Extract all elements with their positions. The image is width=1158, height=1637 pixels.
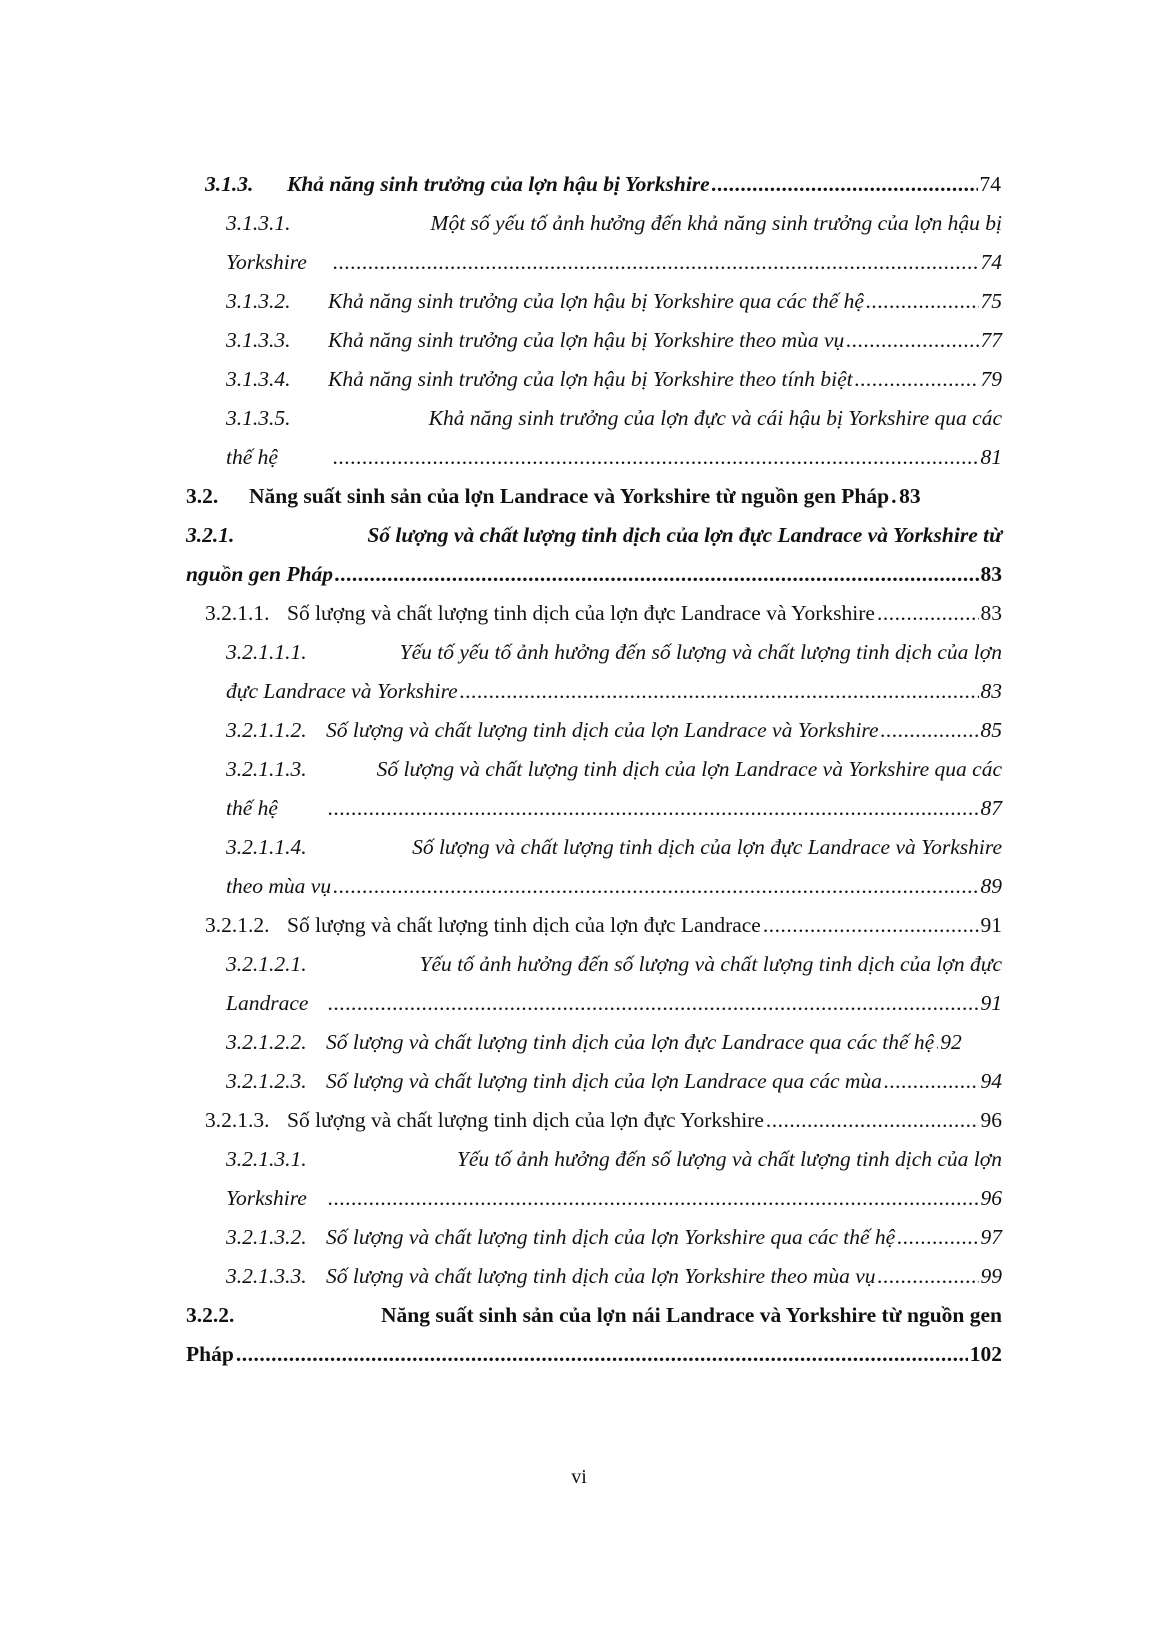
toc-entry: 3.2.1.1.2. Số lượng và chất lượng tinh dịch của lợn Landrace và Yorkshire ..... 85 — [226, 720, 1002, 742]
toc-entry-continuation: đực Landrace và Yorkshire ..... 83 — [226, 681, 1002, 703]
toc-entry: 3.1.3. Khả năng sinh trưởng của lợn hậu bị Yorkshire ..... 74 — [205, 174, 1001, 196]
toc-entry: 3.2.1.3.3. Số lượng và chất lượng tinh dịch của lợn Yorkshire theo mùa vụ ..... 99 — [226, 1266, 1002, 1288]
toc-entry: 3.2.1.2.3. Số lượng và chất lượng tinh dịch của lợn Landrace qua các mùa ..... 94 — [226, 1071, 1002, 1093]
page-number: vi — [571, 1466, 587, 1488]
toc-entry: 3.2.1.1. Số lượng và chất lượng tinh dịch của lợn đực Landrace và Yorkshire ..... 83 — [205, 603, 1002, 625]
toc-entry: 3.2.1.3.2. Số lượng và chất lượng tinh dịch của lợn Yorkshire qua các thế hệ ..... 97 — [226, 1227, 1002, 1249]
toc-entry-continuation: nguồn gen Pháp ..... 83 — [186, 564, 1002, 586]
toc-entry-continuation: thế hệ ..... 81 — [226, 447, 1002, 469]
toc-entry: 3.1.3.1. Một số yếu tố ảnh hưởng đến khả năng sinh trưởng của lợn hậu bị — [226, 211, 1002, 235]
toc-entry-continuation: Pháp ..... 102 — [186, 1344, 1002, 1366]
toc-entry: 3.1.3.3. Khả năng sinh trưởng của lợn hậu bị Yorkshire theo mùa vụ ..... 77 — [226, 330, 1002, 352]
toc-entry: 3.2.1.2.1. Yếu tố ảnh hưởng đến số lượng và chất lượng tinh dịch của lợn đực — [226, 952, 1002, 976]
toc-entry: 3.2.1.1.1. Yếu tố yếu tố ảnh hưởng đến số lượng và chất lượng tinh dịch của lợn — [226, 640, 1002, 664]
toc-entry-continuation: theo mùa vụ ..... 89 — [226, 876, 1002, 898]
toc-entry: 3.1.3.5. Khả năng sinh trưởng của lợn đực và cái hậu bị Yorkshire qua các — [226, 406, 1002, 430]
toc-entry: 3.2.1.1.4. Số lượng và chất lượng tinh dịch của lợn đực Landrace và Yorkshire — [226, 835, 1002, 859]
toc-entry-continuation: Yorkshire ..... 96 — [226, 1188, 1002, 1210]
toc-entry-continuation: Yorkshire ..... 74 — [226, 252, 1002, 274]
toc-entry-continuation: Landrace ..... 91 — [226, 993, 1002, 1015]
toc-entry: 3.2. Năng suất sinh sản của lợn Landrace và Yorkshire từ nguồn gen Pháp ..... 83 — [186, 486, 1002, 508]
toc-entry: 3.2.1. Số lượng và chất lượng tinh dịch của lợn đực Landrace và Yorkshire từ — [186, 523, 1002, 547]
toc-entry-continuation: thế hệ ..... 87 — [226, 798, 1002, 820]
toc-entry: 3.2.2. Năng suất sinh sản của lợn nái Landrace và Yorkshire từ nguồn gen — [186, 1303, 1002, 1327]
toc-entry: 3.2.1.2.2. Số lượng và chất lượng tinh dịch của lợn đực Landrace qua các thế hệ ..... 92 — [226, 1032, 1002, 1054]
toc-entry: 3.2.1.2. Số lượng và chất lượng tinh dịch của lợn đực Landrace ..... 91 — [205, 915, 1002, 937]
toc-entry: 3.1.3.2. Khả năng sinh trưởng của lợn hậu bị Yorkshire qua các thế hệ ..... 75 — [226, 291, 1002, 313]
toc-entry: 3.2.1.1.3. Số lượng và chất lượng tinh dịch của lợn Landrace và Yorkshire qua các — [226, 757, 1002, 781]
toc-entry: 3.2.1.3. Số lượng và chất lượng tinh dịch của lợn đực Yorkshire ..... 96 — [205, 1110, 1002, 1132]
toc-entry: 3.1.3.4. Khả năng sinh trưởng của lợn hậu bị Yorkshire theo tính biệt ..... 79 — [226, 369, 1002, 391]
toc-entry: 3.2.1.3.1. Yếu tố ảnh hưởng đến số lượng và chất lượng tinh dịch của lợn — [226, 1147, 1002, 1171]
